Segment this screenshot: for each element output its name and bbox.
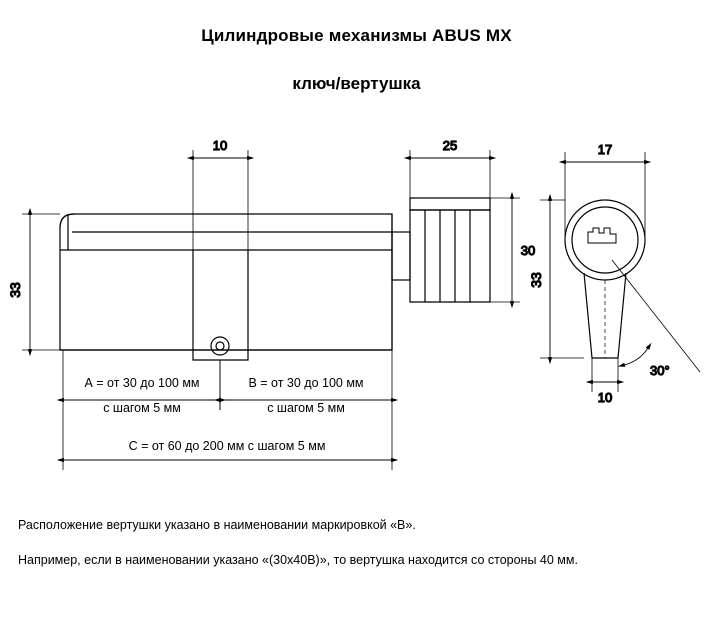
- dim-body-height-left: 33: [7, 282, 23, 298]
- label-side-a: А = от 30 до 100 мм: [84, 376, 200, 390]
- dim-body-height-right: 30: [520, 243, 536, 258]
- dim-angle: 30°: [650, 363, 670, 378]
- dim-cam-width: 10: [212, 138, 228, 153]
- technical-drawing: [0, 110, 713, 500]
- dim-thumbturn-width: 25: [442, 138, 458, 153]
- dim-section-width: 17: [597, 142, 613, 157]
- dim-section-height: 33: [528, 272, 544, 288]
- label-total-c: С = от 60 до 200 мм с шагом 5 мм: [128, 439, 326, 453]
- note-marking: Расположение вертушки указано в наименовании маркировкой «В».: [18, 518, 416, 532]
- label-side-a-step: с шагом 5 мм: [103, 401, 181, 415]
- dim-section-bottom: 10: [597, 390, 613, 405]
- label-side-b: В = от 30 до 100 мм: [248, 376, 364, 390]
- page-subtitle: ключ/вертушка: [292, 74, 421, 93]
- page-title: Цилиндровые механизмы ABUS MX: [201, 26, 512, 45]
- note-example: Например, если в наименовании указано «(30x40В)», то вертушка находится со стороны 40 мм.: [18, 553, 578, 567]
- label-side-b-step: с шагом 5 мм: [267, 401, 345, 415]
